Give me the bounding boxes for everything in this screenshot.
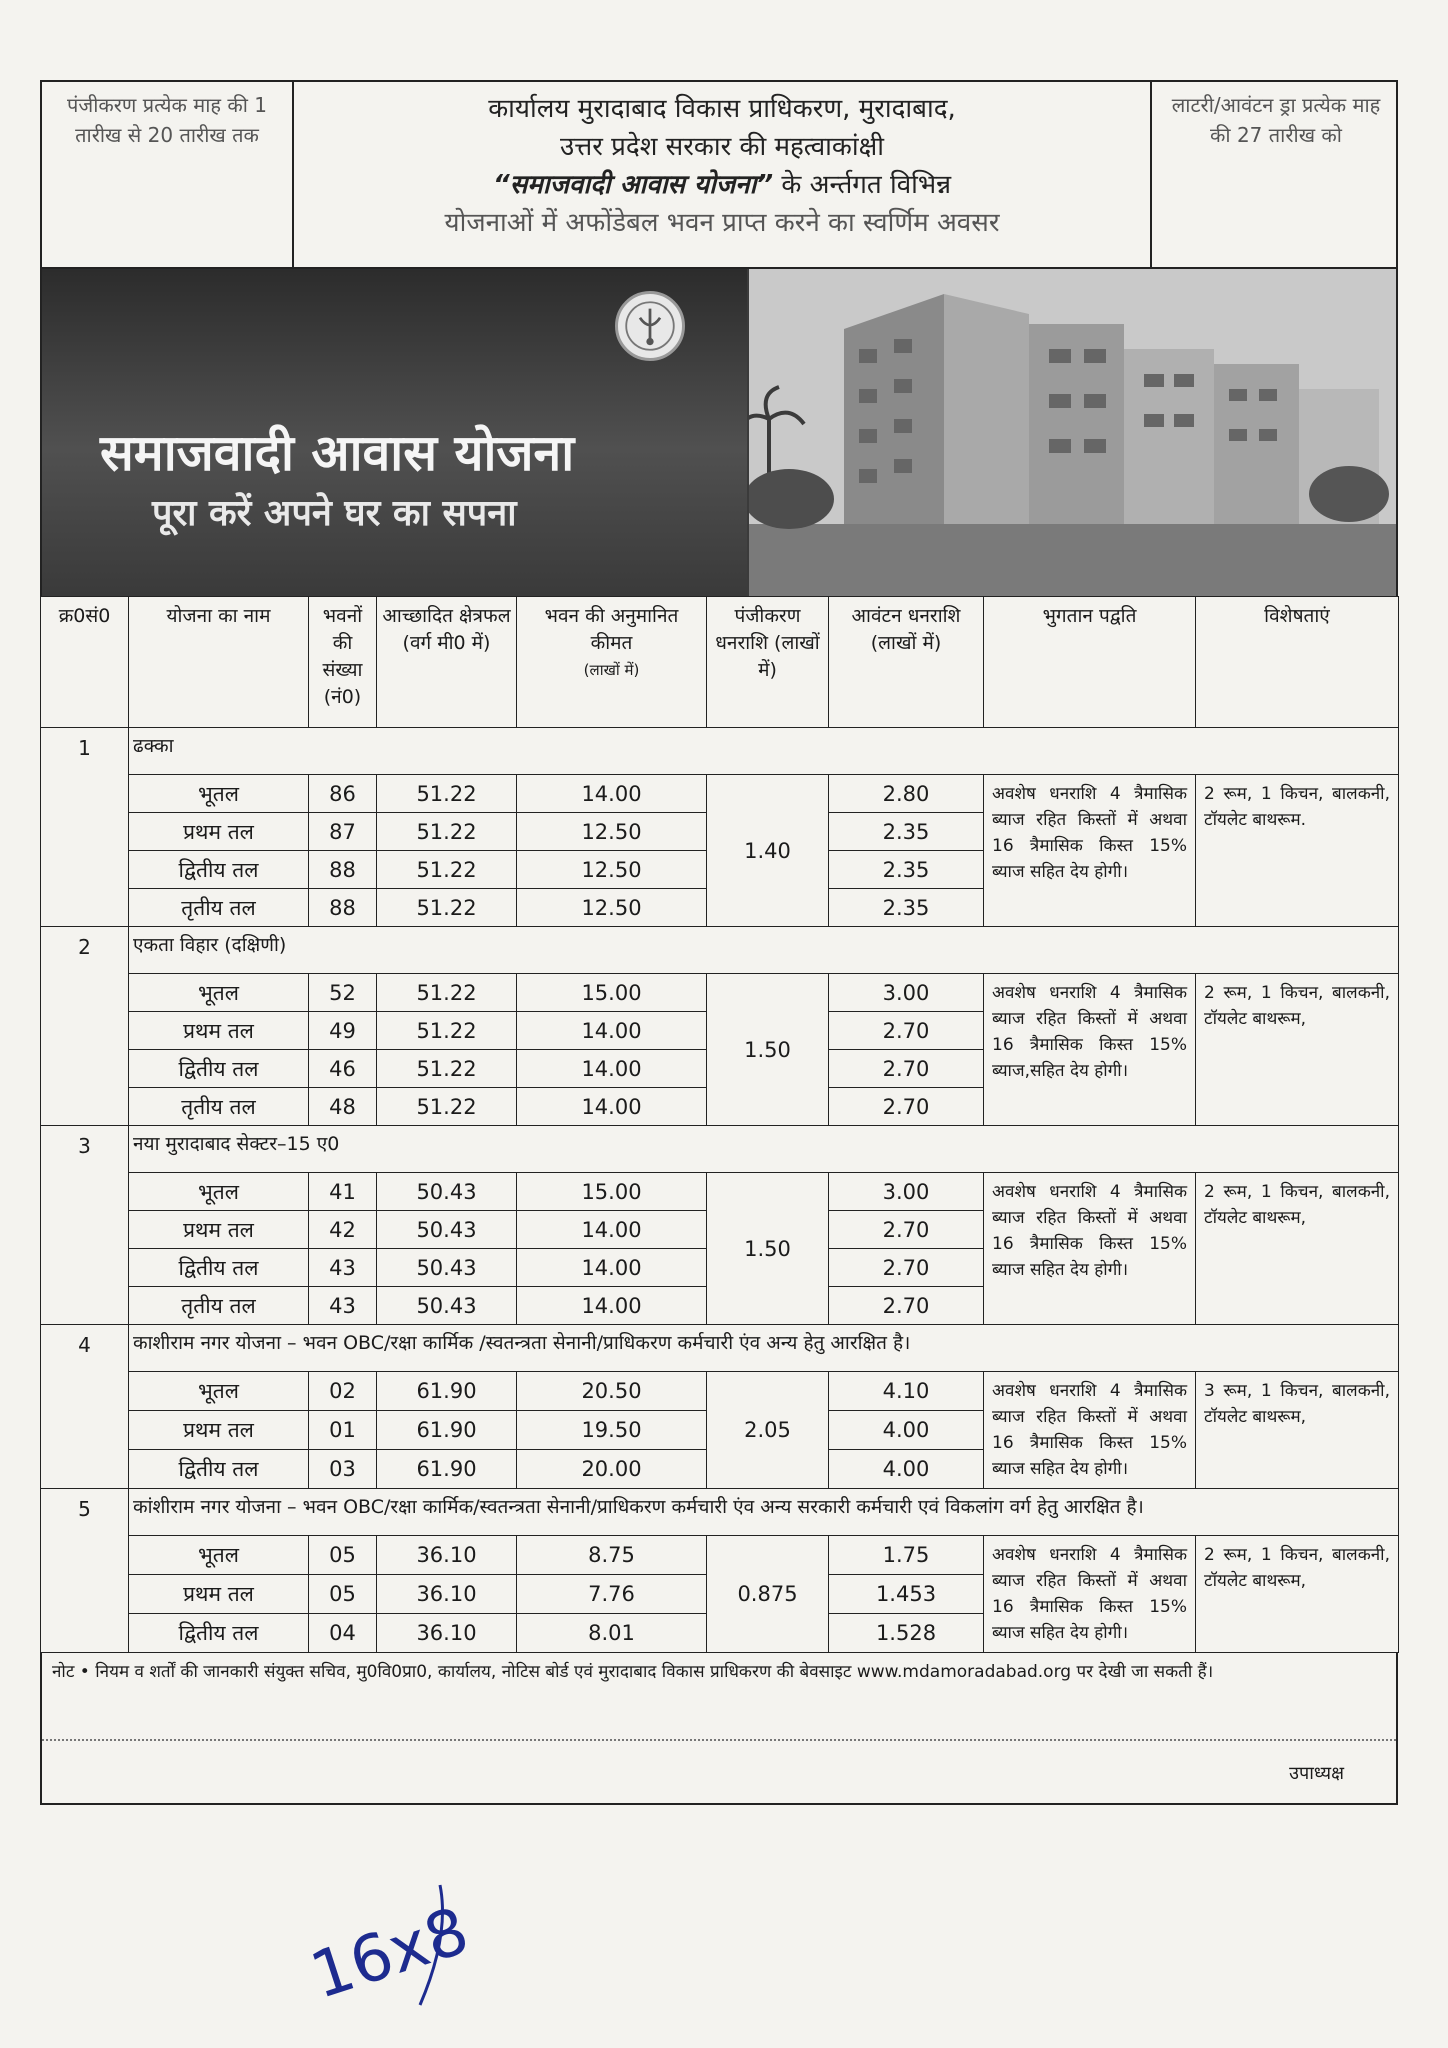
covered-area: 51.22 bbox=[377, 889, 517, 927]
scheme-number: 2 bbox=[41, 927, 129, 1126]
unit-count: 05 bbox=[309, 1536, 377, 1575]
banner-title: समाजवादी आवास योजना bbox=[100, 424, 575, 482]
unit-count: 43 bbox=[309, 1287, 377, 1325]
payment-method: अवशेष धनराशि 4 त्रैमासिक ब्याज रहित किस्तों में अथवा 16 त्रैमासिक किस्त 15% ब्याज,सहित देय होगी। bbox=[984, 974, 1196, 1126]
estimated-price: 20.50 bbox=[517, 1372, 707, 1411]
unit-count: 49 bbox=[309, 1012, 377, 1050]
office-line-3-rest: के अर्न्तगत विभिन्न bbox=[773, 170, 952, 200]
scheme-name: कांशीराम नगर योजना – भवन OBC/रक्षा कार्मिक/स्वतन्त्रता सेनानी/प्राधिकरण कर्मचारी एंव अन्य सरकारी कर्मचारी एवं विकलांग वर्ग हेतु आरक्षित है। bbox=[129, 1489, 1399, 1536]
floor-name: भूतल bbox=[129, 1536, 309, 1575]
covered-area: 61.90 bbox=[377, 1411, 517, 1450]
covered-area: 36.10 bbox=[377, 1536, 517, 1575]
scheme-name: एकता विहार (दक्षिणी) bbox=[129, 927, 1399, 974]
notice-page bbox=[40, 80, 1398, 1805]
banner bbox=[40, 267, 1398, 596]
estimated-price: 15.00 bbox=[517, 1173, 707, 1211]
unit-count: 02 bbox=[309, 1372, 377, 1411]
scheme-header-row bbox=[41, 1126, 1399, 1173]
floor-name: प्रथम तल bbox=[129, 1411, 309, 1450]
registration-amount: 2.05 bbox=[707, 1372, 829, 1489]
unit-count: 88 bbox=[309, 851, 377, 889]
estimated-price: 14.00 bbox=[517, 1050, 707, 1088]
estimated-price: 14.00 bbox=[517, 1012, 707, 1050]
unit-count: 05 bbox=[309, 1575, 377, 1614]
allotment-amount: 4.00 bbox=[829, 1450, 984, 1489]
emblem-icon bbox=[615, 291, 685, 361]
registration-amount: 1.50 bbox=[707, 1173, 829, 1325]
office-line-1: कार्यालय मुरादाबाद विकास प्राधिकरण, मुरादाबाद, bbox=[488, 94, 956, 124]
scheme-header-row bbox=[41, 728, 1399, 775]
table-header bbox=[41, 597, 1399, 728]
covered-area: 36.10 bbox=[377, 1575, 517, 1614]
floor-name: तृतीय तल bbox=[129, 889, 309, 927]
allotment-amount: 2.35 bbox=[829, 889, 984, 927]
banner-subtitle: पूरा करें अपने घर का सपना bbox=[152, 493, 517, 534]
covered-area: 61.90 bbox=[377, 1372, 517, 1411]
estimated-price: 19.50 bbox=[517, 1411, 707, 1450]
estimated-price: 14.00 bbox=[517, 1088, 707, 1126]
unit-count: 46 bbox=[309, 1050, 377, 1088]
covered-area: 50.43 bbox=[377, 1287, 517, 1325]
unit-count: 01 bbox=[309, 1411, 377, 1450]
allotment-amount: 2.70 bbox=[829, 1287, 984, 1325]
floor-name: प्रथम तल bbox=[129, 1211, 309, 1249]
unit-count: 86 bbox=[309, 775, 377, 813]
unit-count: 48 bbox=[309, 1088, 377, 1126]
covered-area: 51.22 bbox=[377, 1050, 517, 1088]
estimated-price: 14.00 bbox=[517, 1211, 707, 1249]
scheme-name: काशीराम नगर योजना – भवन OBC/रक्षा कार्मिक /स्वतन्त्रता सेनानी/प्राधिकरण कर्मचारी एंव अन्य हेतु आरक्षित है। bbox=[129, 1325, 1399, 1372]
table-row bbox=[41, 1536, 1399, 1575]
table-row bbox=[41, 1372, 1399, 1411]
scheme-name: नया मुरादाबाद सेक्टर–15 ए0 bbox=[129, 1126, 1399, 1173]
svg-text:16x8: 16x8 bbox=[302, 1894, 478, 2014]
table-row bbox=[41, 1173, 1399, 1211]
unit-count: 03 bbox=[309, 1450, 377, 1489]
estimated-price: 12.50 bbox=[517, 813, 707, 851]
unit-count: 52 bbox=[309, 974, 377, 1012]
scheme-name: ढक्का bbox=[129, 728, 1399, 775]
footer bbox=[40, 1653, 1398, 1805]
table-row bbox=[41, 775, 1399, 813]
divider bbox=[42, 1739, 1396, 1741]
features: 2 रूम, 1 किचन, बालकनी, टॉयलेट बाथरूम, bbox=[1196, 1536, 1399, 1653]
registration-period-box: पंजीकरण प्रत्येक माह की 1 तारीख से 20 तारीख तक bbox=[42, 82, 294, 267]
floor-name: तृतीय तल bbox=[129, 1088, 309, 1126]
table-body bbox=[41, 728, 1399, 1653]
housing-table bbox=[40, 596, 1399, 1653]
estimated-price: 20.00 bbox=[517, 1450, 707, 1489]
floor-name: द्वितीय तल bbox=[129, 1249, 309, 1287]
handwritten-note bbox=[300, 1855, 520, 2025]
col-price: भवन की अनुमानित कीमत (लाखों में) bbox=[517, 597, 707, 728]
floor-name: भूतल bbox=[129, 1173, 309, 1211]
registration-amount: 1.50 bbox=[707, 974, 829, 1126]
allotment-amount: 2.70 bbox=[829, 1088, 984, 1126]
scheme-number: 5 bbox=[41, 1489, 129, 1653]
estimated-price: 7.76 bbox=[517, 1575, 707, 1614]
covered-area: 51.22 bbox=[377, 775, 517, 813]
allotment-amount: 3.00 bbox=[829, 974, 984, 1012]
floor-name: द्वितीय तल bbox=[129, 1450, 309, 1489]
scheme-header-row bbox=[41, 1325, 1399, 1372]
allotment-amount: 4.10 bbox=[829, 1372, 984, 1411]
estimated-price: 8.75 bbox=[517, 1536, 707, 1575]
col-payment: भुगतान पद्वति bbox=[984, 597, 1196, 728]
allotment-amount: 2.70 bbox=[829, 1249, 984, 1287]
scheme-name: “समाजवादी आवास योजना” bbox=[492, 170, 774, 200]
office-line-4: योजनाओं में अफोंडेबल भवन प्राप्त करने का स्वर्णिम अवसर bbox=[444, 208, 1000, 238]
estimated-price: 12.50 bbox=[517, 851, 707, 889]
allotment-amount: 1.528 bbox=[829, 1614, 984, 1653]
payment-method: अवशेष धनराशि 4 त्रैमासिक ब्याज रहित किस्तों में अथवा 16 त्रैमासिक किस्त 15% ब्याज सहित देय होगी। bbox=[984, 775, 1196, 927]
estimated-price: 14.00 bbox=[517, 775, 707, 813]
allotment-amount: 2.70 bbox=[829, 1211, 984, 1249]
scheme-number: 4 bbox=[41, 1325, 129, 1489]
allotment-amount: 4.00 bbox=[829, 1411, 984, 1450]
col-features: विशेषताएं bbox=[1196, 597, 1399, 728]
estimated-price: 12.50 bbox=[517, 889, 707, 927]
estimated-price: 15.00 bbox=[517, 974, 707, 1012]
registration-amount: 1.40 bbox=[707, 775, 829, 927]
col-area: आच्छादित क्षेत्रफल (वर्ग मी0 में) bbox=[377, 597, 517, 728]
col-allotment: आवंटन धनराशि (लाखों में) bbox=[829, 597, 984, 728]
lottery-date-box: लाटरी/आवंटन ड्रा प्रत्येक माह की 27 तारीख को bbox=[1171, 93, 1381, 147]
scheme-number: 3 bbox=[41, 1126, 129, 1325]
office-line-3 bbox=[304, 166, 1140, 204]
allotment-amount: 1.453 bbox=[829, 1575, 984, 1614]
header bbox=[40, 80, 1398, 267]
features: 2 रूम, 1 किचन, बालकनी, टॉयलेट बाथरूम. bbox=[1196, 775, 1399, 927]
estimated-price: 14.00 bbox=[517, 1287, 707, 1325]
building-photo bbox=[749, 269, 1396, 596]
col-serial: क्र0सं0 bbox=[41, 597, 129, 728]
col-scheme-name: योजना का नाम bbox=[129, 597, 309, 728]
allotment-amount: 2.35 bbox=[829, 851, 984, 889]
unit-count: 41 bbox=[309, 1173, 377, 1211]
allotment-amount: 2.70 bbox=[829, 1050, 984, 1088]
allotment-amount: 1.75 bbox=[829, 1536, 984, 1575]
payment-method: अवशेष धनराशि 4 त्रैमासिक ब्याज रहित किस्तों में अथवा 16 त्रैमासिक किस्त 15% ब्याज सहित देय होगी। bbox=[984, 1173, 1196, 1325]
covered-area: 51.22 bbox=[377, 974, 517, 1012]
office-title-box bbox=[294, 82, 1152, 267]
covered-area: 50.43 bbox=[377, 1211, 517, 1249]
payment-method: अवशेष धनराशि 4 त्रैमासिक ब्याज रहित किस्तों में अथवा 16 त्रैमासिक किस्त 15% ब्याज सहित देय होगी। bbox=[984, 1536, 1196, 1653]
unit-count: 43 bbox=[309, 1249, 377, 1287]
covered-area: 50.43 bbox=[377, 1249, 517, 1287]
office-line-2: उत्तर प्रदेश सरकार की महत्वाकांक्षी bbox=[560, 132, 884, 162]
registration-amount: 0.875 bbox=[707, 1536, 829, 1653]
col-count: भवनों की संख्या (नं0) bbox=[309, 597, 377, 728]
floor-name: प्रथम तल bbox=[129, 813, 309, 851]
allotment-amount: 2.35 bbox=[829, 813, 984, 851]
payment-method: अवशेष धनराशि 4 त्रैमासिक ब्याज रहित किस्तों में अथवा 16 त्रैमासिक किस्त 15% ब्याज सहित देय होगी। bbox=[984, 1372, 1196, 1489]
signature-title: उपाध्यक्ष bbox=[1289, 1763, 1344, 1784]
scheme-number: 1 bbox=[41, 728, 129, 927]
unit-count: 04 bbox=[309, 1614, 377, 1653]
estimated-price: 8.01 bbox=[517, 1614, 707, 1653]
floor-name: तृतीय तल bbox=[129, 1287, 309, 1325]
floor-name: भूतल bbox=[129, 775, 309, 813]
floor-name: द्वितीय तल bbox=[129, 851, 309, 889]
allotment-amount: 3.00 bbox=[829, 1173, 984, 1211]
floor-name: प्रथम तल bbox=[129, 1012, 309, 1050]
floor-name: प्रथम तल bbox=[129, 1575, 309, 1614]
floor-name: भूतल bbox=[129, 974, 309, 1012]
table-row bbox=[41, 974, 1399, 1012]
floor-name: द्वितीय तल bbox=[129, 1050, 309, 1088]
features: 2 रूम, 1 किचन, बालकनी, टॉयलेट बाथरूम, bbox=[1196, 1173, 1399, 1325]
covered-area: 51.22 bbox=[377, 1088, 517, 1126]
scheme-header-row bbox=[41, 1489, 1399, 1536]
scheme-header-row bbox=[41, 927, 1399, 974]
covered-area: 50.43 bbox=[377, 1173, 517, 1211]
features: 2 रूम, 1 किचन, बालकनी, टॉयलेट बाथरूम, bbox=[1196, 974, 1399, 1126]
covered-area: 36.10 bbox=[377, 1614, 517, 1653]
note: नोट • नियम व शर्तों की जानकारी संयुक्त सचिव, मु0वि0प्रा0, कार्यालय, नोटिस बोर्ड एवं मुरादाबाद विकास प्राधिकरण की बेवसाइट www.mdamoradabad.org पर देखी जा सकती हैं। bbox=[52, 1662, 1214, 1682]
floor-name: द्वितीय तल bbox=[129, 1614, 309, 1653]
floor-name: भूतल bbox=[129, 1372, 309, 1411]
col-registration: पंजीकरण धनराशि (लाखों में) bbox=[707, 597, 829, 728]
covered-area: 51.22 bbox=[377, 1012, 517, 1050]
unit-count: 87 bbox=[309, 813, 377, 851]
unit-count: 88 bbox=[309, 889, 377, 927]
banner-text-panel bbox=[42, 269, 747, 596]
covered-area: 61.90 bbox=[377, 1450, 517, 1489]
unit-count: 42 bbox=[309, 1211, 377, 1249]
covered-area: 51.22 bbox=[377, 813, 517, 851]
estimated-price: 14.00 bbox=[517, 1249, 707, 1287]
features: 3 रूम, 1 किचन, बालकनी, टॉयलेट बाथरूम, bbox=[1196, 1372, 1399, 1489]
covered-area: 51.22 bbox=[377, 851, 517, 889]
allotment-amount: 2.70 bbox=[829, 1012, 984, 1050]
allotment-amount: 2.80 bbox=[829, 775, 984, 813]
